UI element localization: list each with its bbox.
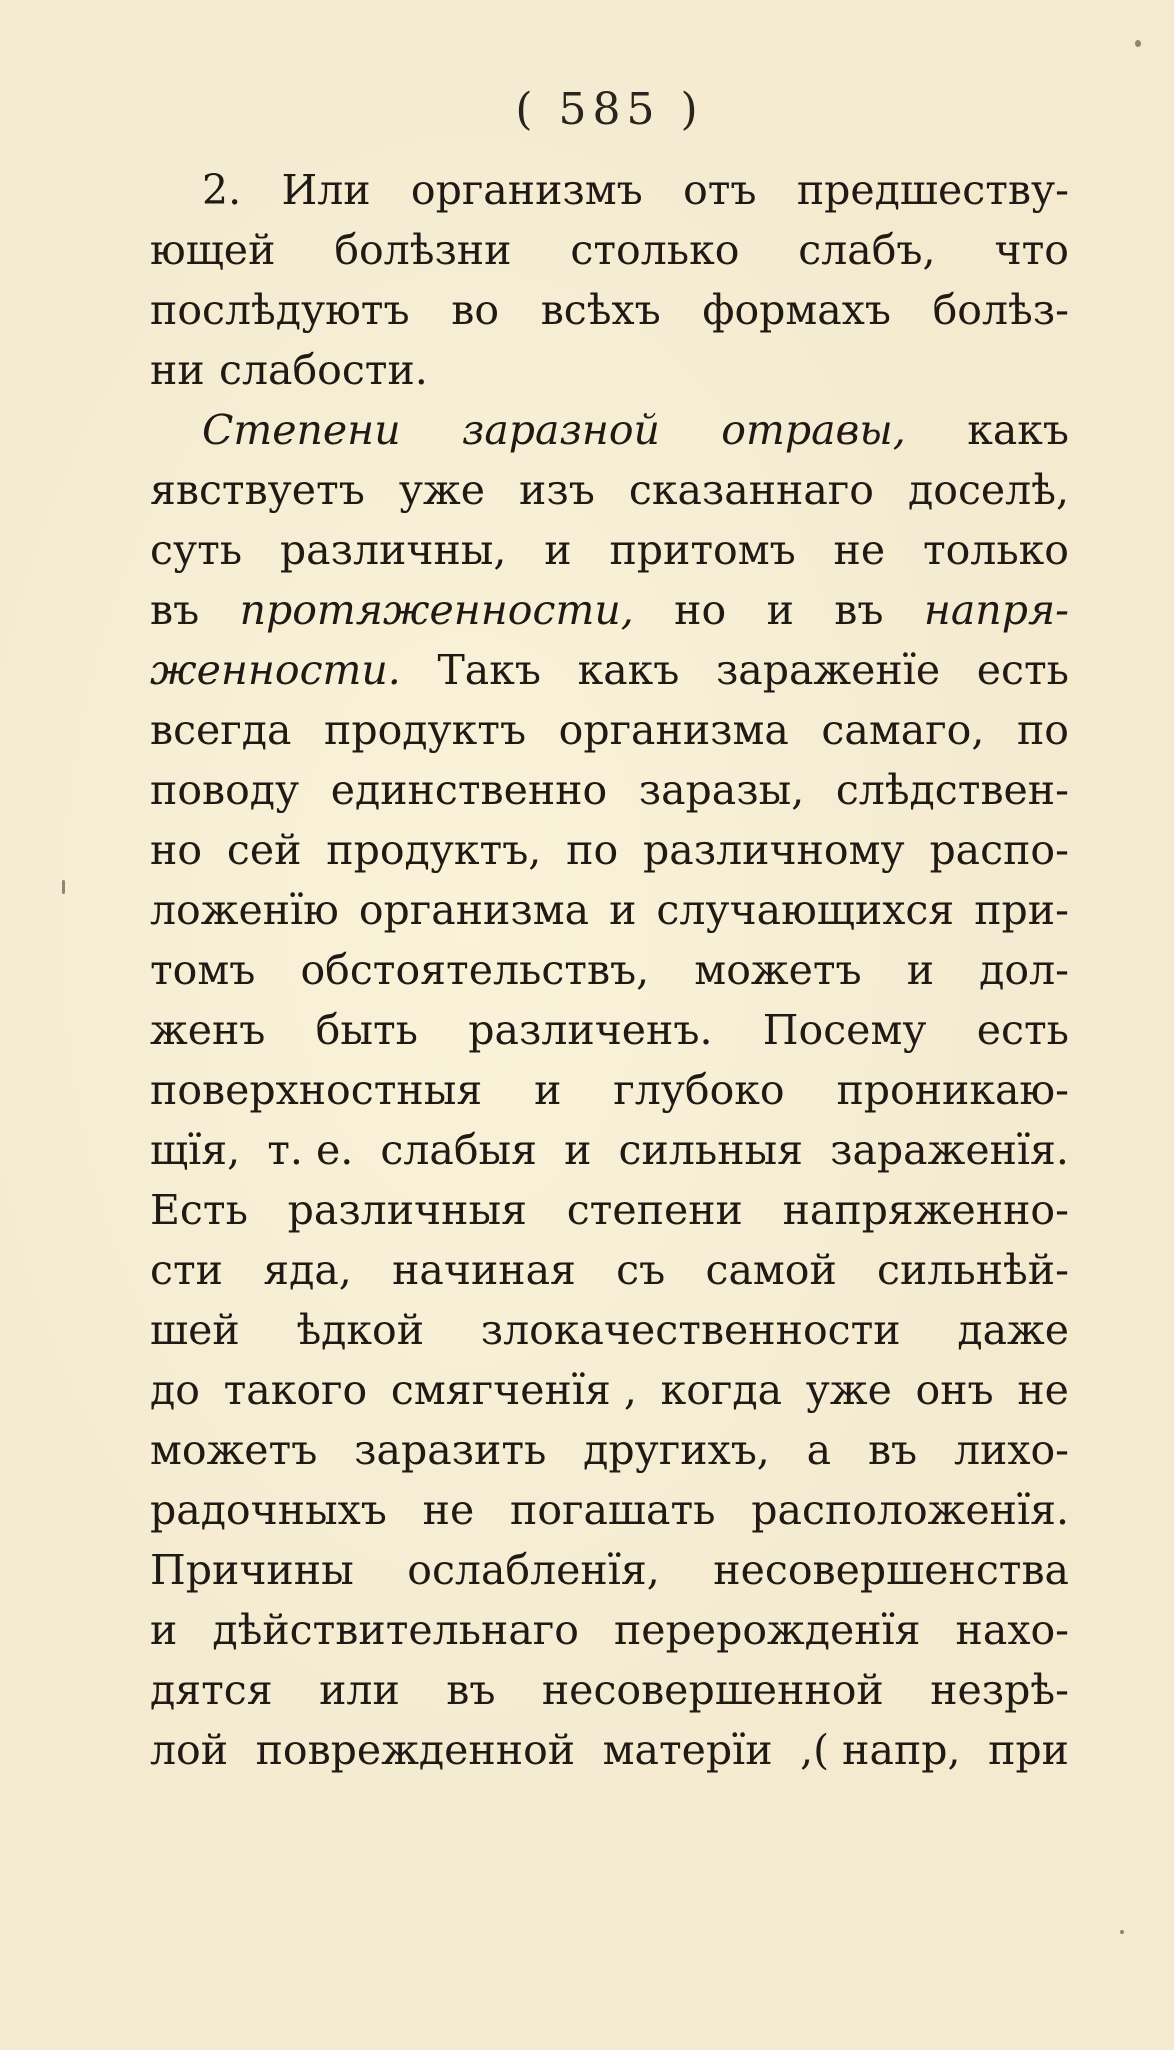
word: при	[988, 1726, 1069, 1774]
word: сильныя	[618, 1126, 804, 1174]
word: и	[609, 886, 637, 934]
text-line	[150, 1300, 1069, 1360]
word: шей	[150, 1306, 240, 1354]
text-line	[150, 1420, 1069, 1480]
word: болѣз-	[932, 286, 1069, 334]
word: сильнѣй-	[877, 1246, 1069, 1294]
word: глубоко	[613, 1066, 785, 1114]
word: ослабленїя,	[407, 1546, 660, 1594]
word: столько	[570, 226, 740, 274]
word: болѣзни	[334, 226, 512, 274]
text-line	[150, 160, 1069, 220]
word: ,( напр,	[800, 1726, 961, 1774]
word: протяженности,	[239, 586, 634, 634]
ink-speck	[62, 880, 65, 894]
body-text	[150, 160, 1069, 1780]
word: самой	[705, 1246, 837, 1294]
word: или	[319, 1666, 400, 1714]
word: предшеству-	[796, 166, 1069, 214]
word: различны,	[279, 526, 507, 574]
word: при-	[974, 886, 1069, 934]
word: только	[922, 526, 1069, 574]
word: всегда	[150, 706, 292, 754]
word: до	[150, 1366, 200, 1414]
word: и	[564, 1126, 592, 1174]
word: и	[766, 586, 794, 634]
word: отъ	[683, 166, 757, 214]
word: не	[1017, 1366, 1069, 1414]
word: по	[1016, 706, 1069, 754]
word: по	[566, 826, 619, 874]
word: онъ	[915, 1366, 994, 1414]
page-number: ( 585 )	[515, 84, 704, 135]
word: напря-	[923, 586, 1069, 634]
text-line	[150, 1480, 1069, 1540]
text-line	[150, 340, 1069, 400]
word: расположенїя.	[751, 1486, 1069, 1534]
word: сти	[150, 1246, 223, 1294]
word: поводу	[150, 766, 300, 814]
ink-speck	[1120, 1930, 1124, 1934]
text-line	[150, 940, 1069, 1000]
word: какъ	[577, 646, 680, 694]
word: заразить	[354, 1426, 547, 1474]
word: единственно	[330, 766, 608, 814]
word: зараженїе	[715, 646, 941, 694]
word: степени	[566, 1186, 743, 1234]
word: изъ	[519, 466, 595, 514]
word: ѣдкой	[296, 1306, 425, 1354]
word: несовершенной	[541, 1666, 884, 1714]
word: поверхностныя	[150, 1066, 483, 1114]
word: въ	[867, 1426, 918, 1474]
word: начиная	[392, 1246, 576, 1294]
word: въ	[446, 1666, 496, 1714]
text-line	[150, 1540, 1069, 1600]
word: не	[833, 526, 886, 574]
word: дѣйствительнаго	[212, 1606, 579, 1654]
word: съ	[616, 1246, 666, 1294]
word: и	[544, 526, 572, 574]
word: лой	[150, 1726, 229, 1774]
word: даже	[957, 1306, 1069, 1354]
text-line	[150, 820, 1069, 880]
word: но	[674, 586, 727, 634]
text-line	[150, 1000, 1069, 1060]
word: распо-	[929, 826, 1069, 874]
word: какъ	[967, 406, 1069, 454]
word: уже	[805, 1366, 892, 1414]
word: быть	[315, 1006, 418, 1054]
word: въ	[150, 586, 200, 634]
word: явствуетъ	[150, 466, 365, 514]
word: Степени	[202, 406, 401, 454]
word: уже	[398, 466, 485, 514]
word: нахо-	[955, 1606, 1069, 1654]
word: слѣдствен-	[835, 766, 1069, 814]
word: организма	[558, 706, 789, 754]
word: всѣхъ	[540, 286, 661, 334]
word: въ	[834, 586, 884, 634]
text-line	[150, 520, 1069, 580]
word: есть	[976, 646, 1069, 694]
word: сей	[226, 826, 302, 874]
text-line	[150, 1660, 1069, 1720]
word: доселѣ,	[908, 466, 1069, 514]
word: можетъ	[150, 1426, 318, 1474]
word: Есть	[150, 1186, 248, 1234]
word: поврежденной	[255, 1726, 576, 1774]
word: женъ	[150, 1006, 266, 1054]
text-line	[150, 220, 1069, 280]
word: есть	[976, 1006, 1069, 1054]
word: погашать	[510, 1486, 716, 1534]
text-line	[150, 1180, 1069, 1240]
word: суть	[150, 526, 243, 574]
word: незрѣ-	[930, 1666, 1069, 1714]
word: радочныхъ	[150, 1486, 387, 1534]
word: дятся	[150, 1666, 273, 1714]
word: заразной	[461, 406, 660, 454]
word: другихъ,	[583, 1426, 770, 1474]
word: слабъ,	[798, 226, 936, 274]
word: злокачественности	[480, 1306, 901, 1354]
word: различныя	[287, 1186, 527, 1234]
text-line	[150, 1720, 1069, 1780]
text-line	[150, 1240, 1069, 1300]
word: различному	[643, 826, 905, 874]
word: сказаннаго	[628, 466, 874, 514]
text-line	[150, 700, 1069, 760]
word: Такъ	[437, 646, 541, 694]
text-line	[150, 1360, 1069, 1420]
word: смягченїя ,	[390, 1366, 637, 1414]
word: не	[422, 1486, 475, 1534]
word: т. е.	[267, 1126, 354, 1174]
word: притомъ	[609, 526, 796, 574]
word: щїя,	[150, 1126, 241, 1174]
word: яда,	[263, 1246, 352, 1294]
word: дол-	[979, 946, 1069, 994]
text-line	[150, 1600, 1069, 1660]
text-line	[150, 880, 1069, 940]
word: заразы,	[638, 766, 805, 814]
word: лихо-	[953, 1426, 1069, 1474]
ink-speck	[1135, 40, 1141, 47]
word: слабыя	[380, 1126, 538, 1174]
word: напряженно-	[782, 1186, 1069, 1234]
word: несовершенства	[713, 1546, 1069, 1594]
word: обстоятельствъ,	[300, 946, 650, 994]
word: послѣдуютъ	[150, 286, 410, 334]
text-line	[150, 400, 1069, 460]
word: ющей	[150, 226, 276, 274]
word: отравы,	[721, 406, 906, 454]
word: и	[150, 1606, 178, 1654]
word: Или	[281, 166, 371, 214]
word: зараженїя.	[830, 1126, 1069, 1174]
word: что	[994, 226, 1069, 274]
word: матерїи	[602, 1726, 773, 1774]
word: случающихся	[656, 886, 955, 934]
word: 2.	[202, 166, 242, 214]
word: проникаю-	[836, 1066, 1069, 1114]
word: слабости.	[219, 346, 428, 394]
word: и	[534, 1066, 562, 1114]
word: ложенїю	[150, 886, 339, 934]
word: продуктъ,	[326, 826, 542, 874]
word: во	[451, 286, 500, 334]
word: Посему	[762, 1006, 927, 1054]
word: а	[806, 1426, 832, 1474]
word: ни	[150, 346, 205, 394]
word: и	[906, 946, 935, 994]
word: самаго,	[821, 706, 985, 754]
word: формахъ	[702, 286, 891, 334]
word: продуктъ	[324, 706, 527, 754]
text-line	[150, 1120, 1069, 1180]
word: такого	[223, 1366, 368, 1414]
word: перерожденїя	[613, 1606, 921, 1654]
word: различенъ.	[468, 1006, 713, 1054]
word: но	[150, 826, 203, 874]
word: томъ	[150, 946, 256, 994]
word: женности.	[150, 646, 401, 694]
text-line	[150, 460, 1069, 520]
word: организмъ	[410, 166, 643, 214]
text-line	[150, 640, 1069, 700]
word: организма	[358, 886, 590, 934]
text-line	[150, 760, 1069, 820]
text-line	[150, 1060, 1069, 1120]
text-line	[150, 280, 1069, 340]
word: когда	[660, 1366, 783, 1414]
word: Причины	[150, 1546, 354, 1594]
word: можетъ	[694, 946, 862, 994]
text-line	[150, 580, 1069, 640]
